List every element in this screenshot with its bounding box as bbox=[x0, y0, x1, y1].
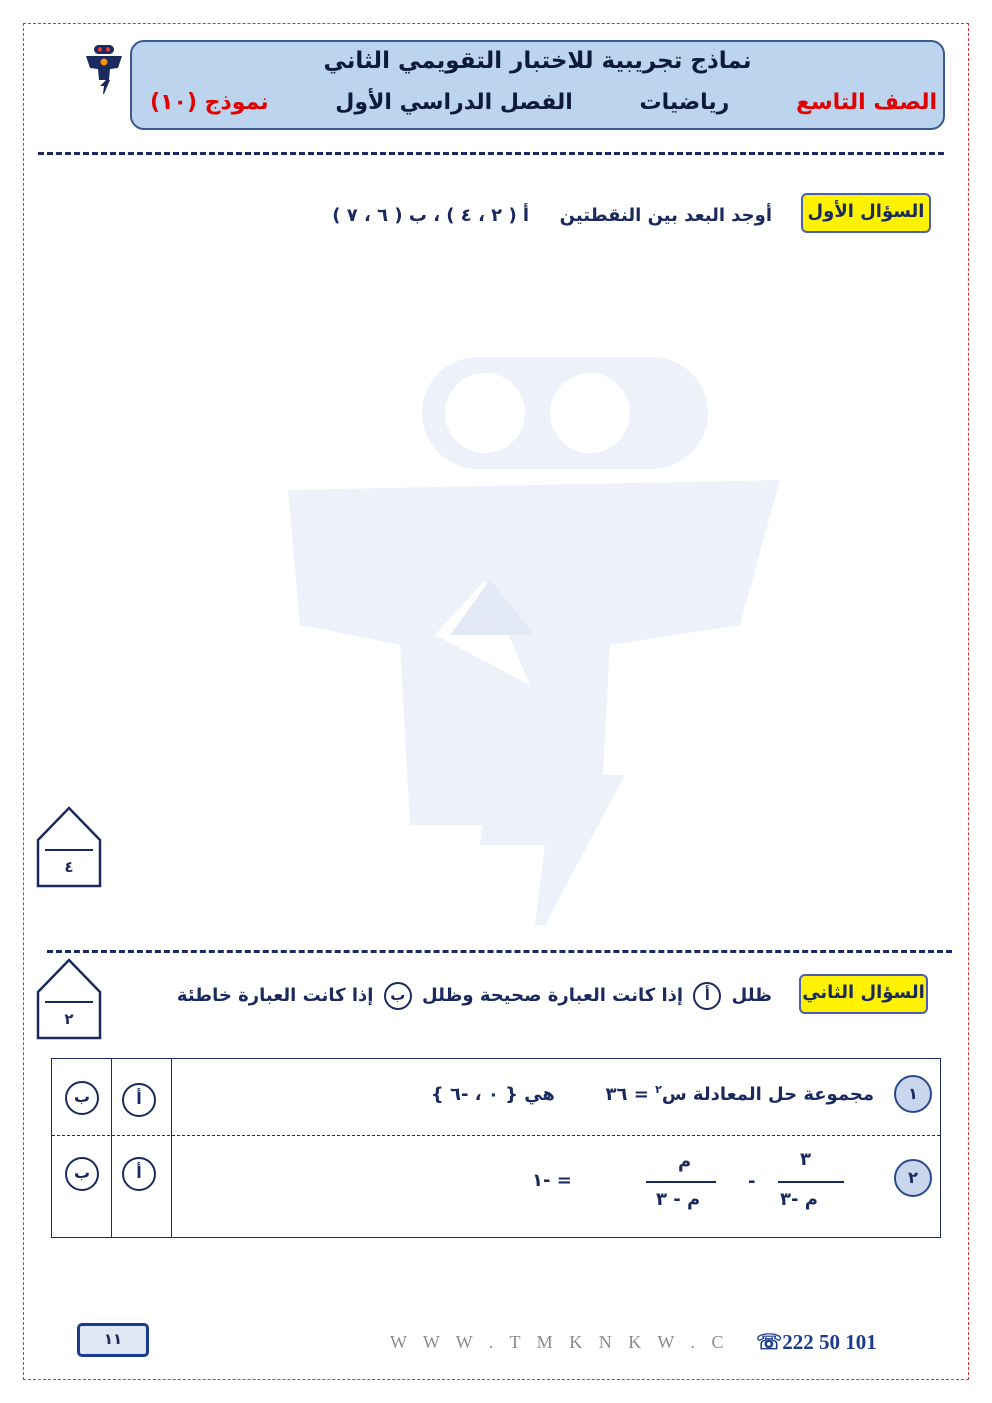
minus-sign: - bbox=[748, 1171, 756, 1192]
item-2-choice-a[interactable]: أ bbox=[122, 1157, 156, 1191]
question-2-instruction bbox=[177, 982, 772, 1010]
instruction-choice-b: ب bbox=[384, 982, 412, 1010]
item-1-choice-b[interactable]: ب bbox=[65, 1081, 99, 1115]
fraction-2-denominator: م - ٣ bbox=[656, 1189, 701, 1210]
question-2-label: السؤال الثاني bbox=[799, 974, 928, 1014]
header-model: نموذج (١٠) bbox=[150, 90, 269, 115]
item-1-equals: = ٣٦ bbox=[605, 1084, 649, 1105]
fraction-1-numerator: ٣ bbox=[800, 1149, 811, 1170]
row-divider bbox=[52, 1135, 940, 1136]
question-1-score: ٤ bbox=[64, 858, 74, 876]
item-1-exponent: ٢ bbox=[655, 1083, 662, 1096]
true-false-table bbox=[51, 1058, 941, 1238]
fraction-2-bar bbox=[646, 1181, 716, 1183]
header-subject: رياضيات bbox=[639, 90, 730, 115]
item-1-choice-a[interactable]: أ bbox=[122, 1083, 156, 1117]
column-divider bbox=[111, 1059, 112, 1237]
question-1-points: أ ( ٢ ، ٤ ) ، ب ( ٦ ، ٧ ) bbox=[332, 205, 530, 226]
item-2-result: = -١ bbox=[532, 1170, 572, 1191]
instruction-mid: إذا كانت العبارة صحيحة وظلل bbox=[422, 985, 684, 1006]
header-title: نماذج تجريبية للاختبار التقويمي الثاني bbox=[323, 48, 752, 74]
brand-logo-icon bbox=[84, 44, 124, 96]
question-2-score-box bbox=[36, 958, 102, 1040]
fraction-2-numerator: م bbox=[678, 1151, 692, 1172]
instruction-start: ظلل bbox=[731, 985, 772, 1006]
instruction-choice-a: أ bbox=[693, 982, 721, 1010]
page-number: ١١ bbox=[77, 1323, 149, 1357]
question-1-label: السؤال الأول bbox=[801, 193, 931, 233]
item-1-number: ١ bbox=[894, 1075, 932, 1113]
item-1-answer: هي { ٠ ، -٦ } bbox=[430, 1084, 555, 1105]
header-banner bbox=[130, 40, 945, 130]
header-grade: الصف التاسع bbox=[795, 90, 937, 115]
question-1-text bbox=[332, 205, 772, 226]
item-2-number: ٢ bbox=[894, 1159, 932, 1197]
fraction-1-bar bbox=[778, 1181, 844, 1183]
header-term: الفصل الدراسي الأول bbox=[335, 90, 573, 115]
column-divider bbox=[171, 1059, 172, 1237]
question-2-score: ٢ bbox=[64, 1010, 74, 1028]
item-1-text: مجموعة حل المعادلة س bbox=[661, 1084, 874, 1105]
phone-number: ☏222 50 101 bbox=[756, 1330, 877, 1354]
item-2-choice-b[interactable]: ب bbox=[65, 1157, 99, 1191]
item-1-statement bbox=[431, 1083, 874, 1105]
question-1-prompt: أوجد البعد بين النقطتين bbox=[559, 205, 772, 226]
header-info-row bbox=[150, 90, 937, 115]
section-divider bbox=[47, 950, 952, 953]
watermark-logo bbox=[280, 355, 790, 925]
header-divider bbox=[38, 152, 944, 155]
question-1-score-box bbox=[36, 806, 102, 888]
fraction-1-denominator: م -٣ bbox=[780, 1189, 818, 1210]
instruction-end: إذا كانت العبارة خاطئة bbox=[176, 985, 374, 1006]
website-url: W W W . T M K N K W . C bbox=[390, 1332, 730, 1352]
